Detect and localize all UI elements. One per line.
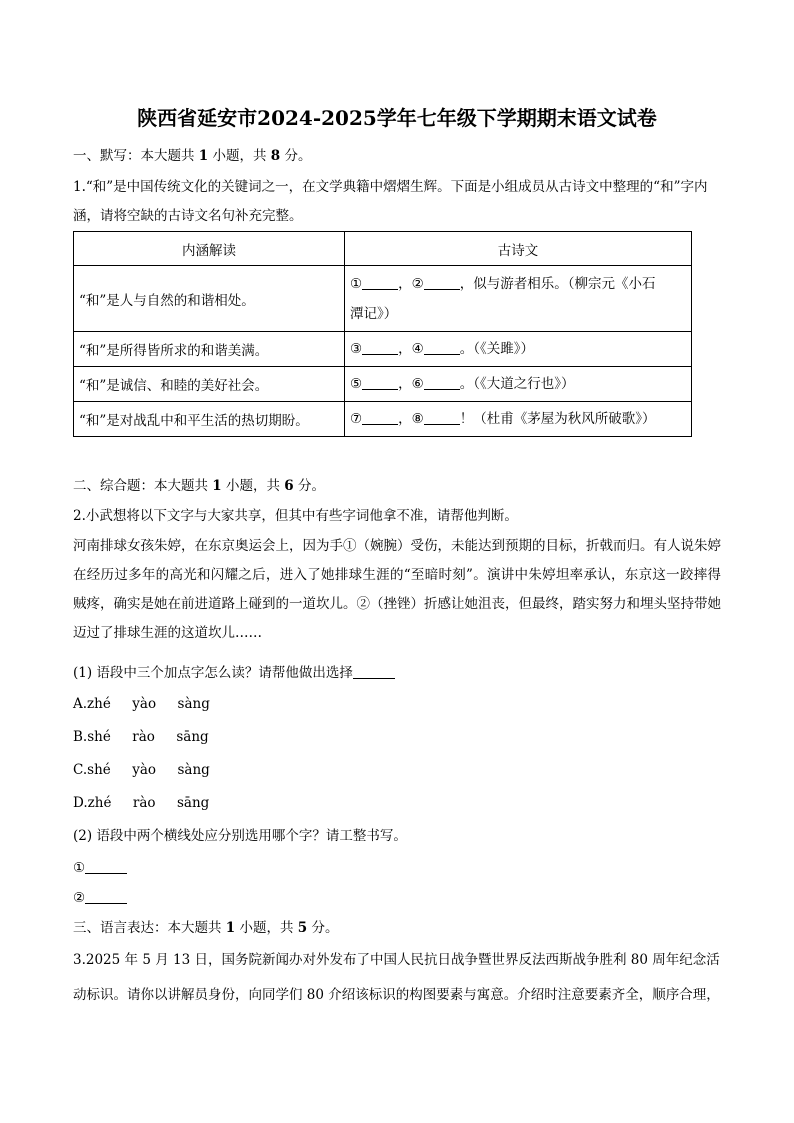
section-3-heading: 三、语言表达：本大题共 1 小题，共 5 分。 [73,920,339,936]
q2-passage: 河南排球女孩朱婷，在东京奥运会上，因为手①（婉腕）受伤，未能达到预期的目标，折戟而归。有人说朱婷在经历过多年的高光和闪耀之后，进入了她排球生涯的“至暗时刻”。演讲中朱婷坦率承认，东京这一跤摔得贼疼，确实是她在前进道路上碰到的一道坎儿。②（挫锉）折感让她沮丧，但最终，踏实努力和埋头坚持带她迈过了排球生涯的这道坎儿…… [73,538,721,641]
meaning-cell: “和”是诚信、和睦的美好社会。 [74,367,345,402]
table-row [74,367,692,402]
answer-blank[interactable] [362,375,398,390]
poem-cell: ⑤ ，⑥ 。（《大道之行也》） [345,367,692,402]
option-c: C.shé yào sàng [73,762,210,778]
poem-cell: ⑦ ，⑧ ！（杜甫《茅屋为秋风所破歌》） [345,402,692,437]
answer-blank[interactable] [424,375,460,390]
exam-title: 陕西省延安市2024-2025学年七年级下学期期末语文试卷 [137,106,657,130]
answer-blank[interactable] [362,275,398,290]
q1-stem-line1: 1.“和”是中国传统文化的关键词之一，在文学典籍中熠熠生辉。下面是小组成员从古诗文中整理的“和”字内 [73,179,708,195]
answer-blank[interactable] [424,340,460,355]
q2-answer-1: ① [73,858,127,878]
table-row [74,266,692,332]
answer-blank[interactable] [85,889,127,904]
q2-answer-2: ② [73,888,127,908]
poem-cell: ① ，② ，似与游者相乐。（柳宗元《小石 潭记》） [345,266,692,332]
q2-sub2: (2) 语段中两个横线处应分别选用哪个字？请工整书写。 [73,828,407,844]
meaning-cell: “和”是所得皆所求的和谐美满。 [74,332,345,367]
option-d: D.zhé rào sāng [73,795,210,811]
answer-blank[interactable] [353,664,395,679]
q1-table [73,231,692,437]
q2-stem: 2.小武想将以下文字与大家共享，但其中有些字词他拿不准，请帮他判断。 [73,508,518,524]
q3-line1: 3.2025 年 5 月 13 日，国务院新闻办对外发布了中国人民抗日战争暨世界反法西斯战争胜利 80 周年纪念活 [73,952,720,968]
answer-blank[interactable] [85,859,127,874]
header-poem: 古诗文 [345,232,692,266]
poem-cell: ③ ，④ 。（《关雎》） [345,332,692,367]
answer-blank[interactable] [424,410,460,425]
section-1-heading: 一、默写：本大题共 1 小题，共 8 分。 [73,148,312,164]
header-meaning: 内涵解读 [74,232,345,266]
table-row [74,332,692,367]
q2-sub1: (1) 语段中三个加点字怎么读？请帮他做出选择 [73,663,395,683]
meaning-cell: “和”是人与自然的和谐相处。 [74,266,345,332]
answer-blank[interactable] [424,275,460,290]
q1-stem-line2: 涵，请将空缺的古诗文名句补充完整。 [73,208,303,224]
meaning-cell: “和”是对战乱中和平生活的热切期盼。 [74,402,345,437]
section-2-heading: 二、综合题：本大题共 1 小题，共 6 分。 [73,478,325,494]
answer-blank[interactable] [362,410,398,425]
table-row [74,402,692,437]
answer-blank[interactable] [362,340,398,355]
table-header-row [74,232,692,266]
option-b: B.shé rào sāng [73,729,209,745]
option-a: A.zhé yào sàng [73,696,210,712]
q3-line2: 动标识。请你以讲解员身份，向同学们 80 介绍该标识的构图要素与寓意。介绍时注意要素齐全，顺序合理， [73,987,720,1003]
